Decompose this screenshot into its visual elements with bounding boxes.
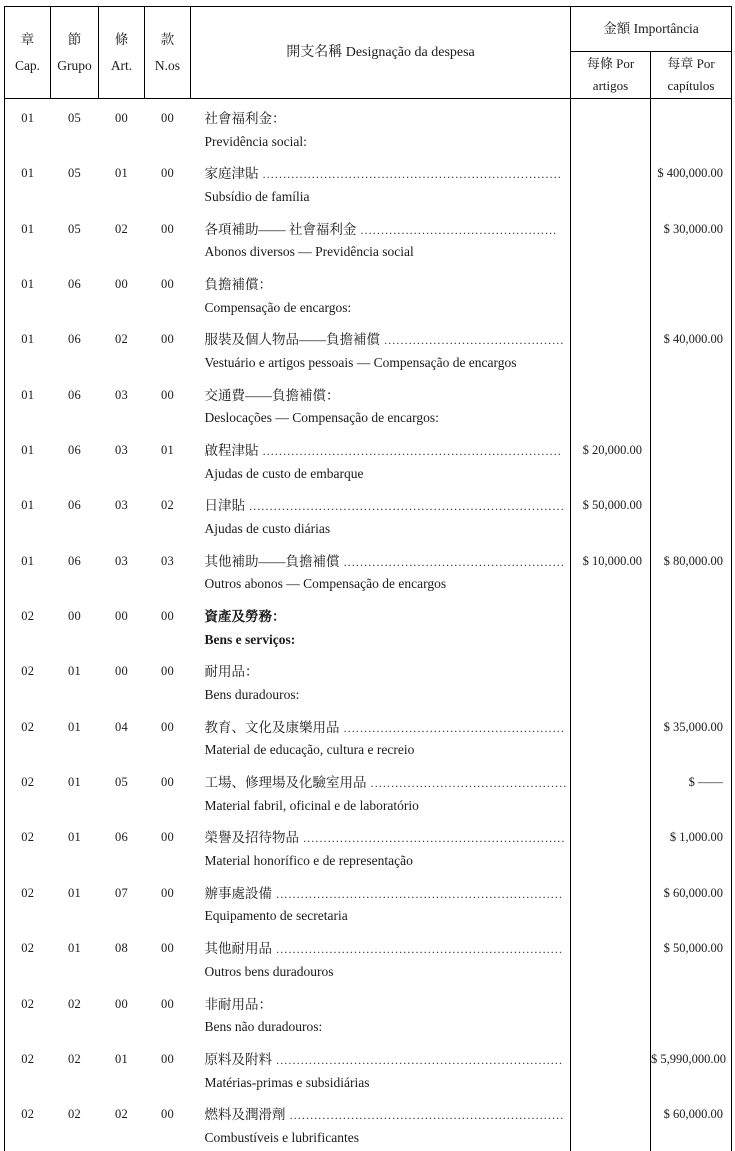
row-designation-pt: Previdência social: — [204, 133, 307, 149]
row-por-capitulos-value: $ 40,000.00 — [663, 332, 724, 347]
row-designation-cn: 負擔補償： — [204, 277, 272, 293]
row-num: 00 — [161, 885, 174, 900]
row-por-artigos — [571, 652, 651, 707]
budget-table — [4, 6, 732, 1151]
table-row — [5, 1095, 732, 1150]
header-por-capitulos — [651, 52, 732, 99]
row-por-capitulos — [651, 708, 732, 763]
row-por-artigos-value: $ 20,000.00 — [582, 443, 642, 458]
dot-leader: ................................................ — [356, 222, 558, 237]
row-designation-pt: Material honorífico e de representação — [204, 853, 413, 869]
row-designation-pt: Deslocações — Compensação de encargos: — [204, 410, 439, 426]
header-num-pt: N.os — [154, 57, 181, 73]
row-por-artigos-value: $ 10,000.00 — [582, 553, 642, 568]
row-designation-pt: Bens não duradouros: — [204, 1019, 323, 1035]
row-por-artigos — [571, 542, 651, 597]
row-por-capitulos — [651, 874, 732, 929]
row-designation — [191, 652, 571, 707]
row-designation — [191, 265, 571, 320]
row-designation-pt: Equipamento de secretaria — [204, 908, 348, 924]
header-grupo-cn: 節 — [67, 31, 82, 47]
row-cap: 01 — [5, 376, 51, 431]
row-designation — [191, 985, 571, 1040]
dot-leader: ...................................................... — [339, 720, 565, 735]
row-por-capitulos — [651, 929, 732, 984]
row-art: 06 — [115, 830, 128, 845]
table-row — [5, 320, 732, 375]
row-designation-cn: 資產及勞務： — [204, 609, 286, 625]
row-grupo: 06 — [68, 332, 81, 347]
row-por-artigos — [571, 874, 651, 929]
row-designation-pt: Ajudas de custo de embarque — [204, 465, 364, 481]
row-grupo: 06 — [68, 387, 81, 402]
row-por-capitulos-value: $ 35,000.00 — [663, 719, 724, 734]
row-por-capitulos-value: $ 60,000.00 — [663, 885, 724, 900]
row-por-capitulos — [651, 99, 732, 155]
row-por-artigos — [571, 210, 651, 265]
row-num: 00 — [161, 332, 174, 347]
row-art: 00 — [115, 277, 128, 292]
row-por-capitulos — [651, 210, 732, 265]
dot-leader: ......................................................................... — [258, 444, 562, 459]
row-por-capitulos — [651, 542, 732, 597]
row-cap: 02 — [5, 708, 51, 763]
header-art-cn: 條 — [114, 31, 129, 47]
row-por-artigos — [571, 929, 651, 984]
row-por-capitulos-value: $ 400,000.00 — [657, 166, 724, 181]
row-designation-cn: 社會福利金： — [204, 111, 286, 126]
row-cap: 01 — [5, 265, 51, 320]
row-designation-cn: 耐用品： — [204, 664, 259, 680]
row-num: 00 — [161, 387, 174, 402]
row-num: 00 — [161, 1051, 174, 1066]
row-por-capitulos — [651, 320, 732, 375]
header-num — [145, 7, 191, 99]
row-art: 05 — [115, 775, 128, 790]
row-designation-cn: 辦事處設備 ...................................................................... — [204, 885, 564, 901]
row-cap: 01 — [5, 320, 51, 375]
row-por-capitulos — [651, 431, 732, 486]
row-num: 00 — [161, 221, 174, 236]
row-por-capitulos-value: $ 60,000.00 — [663, 1107, 724, 1122]
row-por-capitulos-value: $ 5,990,000.00 — [651, 1051, 726, 1066]
row-por-artigos — [571, 265, 651, 320]
row-num: 00 — [161, 111, 174, 125]
row-por-capitulos-value: $ —— — [688, 775, 724, 790]
row-grupo: 06 — [68, 443, 81, 458]
row-cap: 01 — [5, 99, 51, 155]
header-amount-cn: 金額 — [603, 20, 631, 36]
header-designation — [191, 7, 571, 99]
row-designation — [191, 320, 571, 375]
row-por-capitulos-value: $ 50,000.00 — [663, 941, 724, 956]
row-designation — [191, 597, 571, 652]
row-art: 03 — [115, 498, 128, 513]
row-grupo: 02 — [68, 1107, 81, 1122]
table-row — [5, 431, 732, 486]
dot-leader: ................................................ — [366, 776, 568, 791]
row-cap: 02 — [5, 597, 51, 652]
row-por-artigos — [571, 818, 651, 873]
header-por-artigos-cn: 每條 — [586, 55, 613, 71]
header-cap-pt: Cap. — [14, 57, 41, 73]
row-cap: 02 — [5, 985, 51, 1040]
row-por-capitulos — [651, 818, 732, 873]
row-designation-pt: Vestuário e artigos pessoais — Compensação de encargos — [204, 355, 517, 371]
row-art: 00 — [115, 664, 128, 679]
row-grupo: 01 — [68, 664, 81, 679]
table-row — [5, 210, 732, 265]
row-por-capitulos — [651, 1040, 732, 1095]
row-por-artigos — [571, 154, 651, 209]
header-num-cn: 款 — [160, 31, 175, 47]
row-grupo: 00 — [68, 609, 81, 624]
row-designation — [191, 1095, 571, 1150]
row-designation — [191, 818, 571, 873]
dot-leader: ...................................................................... — [272, 1052, 564, 1067]
table-row — [5, 1040, 732, 1095]
row-por-capitulos — [651, 985, 732, 1040]
row-num: 01 — [161, 443, 174, 458]
row-art: 00 — [115, 996, 128, 1011]
row-designation-cn: 其他耐用品 ...................................................................... — [204, 941, 564, 957]
header-por-capitulos-pt: Por capítulos — [667, 55, 715, 93]
table-row — [5, 985, 732, 1040]
row-por-capitulos — [651, 597, 732, 652]
row-designation-pt: Combustíveis e lubrificantes — [204, 1129, 359, 1145]
row-por-artigos — [571, 486, 651, 541]
table-body — [5, 99, 732, 1151]
header-por-capitulos-cn: 每章 — [667, 55, 694, 71]
row-art: 02 — [115, 332, 128, 347]
row-designation — [191, 929, 571, 984]
header-grupo-pt: Grupo — [57, 57, 92, 73]
row-num: 00 — [161, 719, 174, 734]
row-art: 08 — [115, 941, 128, 956]
table-row — [5, 929, 732, 984]
row-designation — [191, 874, 571, 929]
row-grupo: 05 — [68, 221, 81, 236]
dot-leader: ...................................................................... — [272, 886, 564, 901]
dot-leader: ......................................................................... — [258, 167, 562, 182]
row-grupo: 01 — [68, 885, 81, 900]
row-designation-cn: 教育、文化及康樂用品 ...................................................... — [204, 719, 565, 735]
row-designation-cn: 啟程津貼 ......................................................................... — [204, 443, 562, 459]
row-num: 00 — [161, 941, 174, 956]
row-designation-cn: 榮譽及招待物品 ................................................................ — [204, 830, 566, 846]
row-grupo: 06 — [68, 553, 81, 568]
row-art: 03 — [115, 553, 128, 568]
row-por-artigos — [571, 431, 651, 486]
row-designation-pt: Material de educação, cultura e recreio — [204, 742, 415, 758]
row-por-artigos — [571, 1095, 651, 1150]
row-por-artigos — [571, 99, 651, 155]
dot-leader: ............................................................................. — [245, 499, 565, 514]
row-grupo: 05 — [68, 111, 81, 125]
row-designation — [191, 763, 571, 818]
row-grupo: 01 — [68, 830, 81, 845]
row-num: 00 — [161, 996, 174, 1011]
header-cap — [5, 7, 51, 99]
table-row — [5, 154, 732, 209]
row-designation-pt: Ajudas de custo diárias — [204, 521, 331, 537]
row-grupo: 01 — [68, 941, 81, 956]
row-grupo: 01 — [68, 719, 81, 734]
row-designation-pt: Bens duradouros: — [204, 687, 300, 703]
row-cap: 02 — [5, 1095, 51, 1150]
row-grupo: 06 — [68, 498, 81, 513]
row-por-artigos — [571, 376, 651, 431]
table-row — [5, 652, 732, 707]
row-por-capitulos — [651, 652, 732, 707]
row-num: 00 — [161, 830, 174, 845]
row-por-capitulos-value: $ 80,000.00 — [663, 553, 724, 568]
header-por-artigos — [571, 52, 651, 99]
table-row — [5, 99, 732, 155]
row-cap: 02 — [5, 818, 51, 873]
row-cap: 01 — [5, 154, 51, 209]
row-num: 00 — [161, 277, 174, 292]
row-por-artigos — [571, 597, 651, 652]
row-num: 00 — [161, 166, 174, 181]
table-row — [5, 486, 732, 541]
row-num: 00 — [161, 775, 174, 790]
row-art: 03 — [115, 387, 128, 402]
row-grupo: 06 — [68, 277, 81, 292]
row-art: 07 — [115, 885, 128, 900]
row-art: 01 — [115, 1051, 128, 1066]
row-grupo: 05 — [68, 166, 81, 181]
row-art: 00 — [115, 111, 128, 125]
row-designation-cn: 工場、修理場及化驗室用品 ................................................ — [204, 775, 568, 791]
row-por-artigos — [571, 763, 651, 818]
row-por-artigos — [571, 985, 651, 1040]
header-art-pt: Art. — [110, 57, 133, 73]
row-designation — [191, 154, 571, 209]
row-cap: 01 — [5, 210, 51, 265]
row-art: 02 — [115, 1107, 128, 1122]
row-art: 03 — [115, 443, 128, 458]
row-art: 00 — [115, 609, 128, 624]
row-designation-cn: 燃料及潤滑劑 ................................................................... — [204, 1107, 565, 1123]
row-designation-pt: Abonos diversos — Previdência social — [204, 244, 414, 260]
row-num: 00 — [161, 609, 174, 624]
row-designation-cn: 各項補助—— 社會福利金 ................................................ — [204, 221, 558, 237]
row-num: 03 — [161, 553, 174, 568]
row-designation — [191, 542, 571, 597]
row-por-capitulos — [651, 763, 732, 818]
row-designation-cn: 日津貼 ............................................................................. — [204, 498, 565, 514]
row-designation-pt: Compensação de encargos: — [204, 299, 352, 315]
row-cap: 02 — [5, 874, 51, 929]
row-grupo: 02 — [68, 1051, 81, 1066]
row-designation-pt: Matérias-primas e subsidiárias — [204, 1074, 370, 1090]
dot-leader: ................................................................... — [285, 1108, 565, 1123]
dot-leader: ............................................ — [380, 333, 565, 348]
table-header — [5, 7, 732, 99]
row-designation-cn: 其他補助——負擔補償 ...................................................... — [204, 553, 565, 569]
row-por-artigos — [571, 708, 651, 763]
row-designation — [191, 376, 571, 431]
row-grupo: 01 — [68, 775, 81, 790]
row-cap: 02 — [5, 1040, 51, 1095]
header-art — [99, 7, 145, 99]
row-cap: 01 — [5, 542, 51, 597]
table-row — [5, 542, 732, 597]
row-designation-cn: 交通費——負擔補償： — [204, 387, 340, 403]
row-cap: 02 — [5, 763, 51, 818]
row-num: 00 — [161, 664, 174, 679]
row-num: 00 — [161, 1107, 174, 1122]
row-art: 02 — [115, 221, 128, 236]
row-designation-pt: Outros bens duradouros — [204, 963, 334, 979]
header-cap-cn: 章 — [20, 31, 35, 47]
row-designation-pt: Outros abonos — Compensação de encargos — [204, 576, 447, 592]
table-row — [5, 818, 732, 873]
row-grupo: 02 — [68, 996, 81, 1011]
row-art: 01 — [115, 166, 128, 181]
row-por-capitulos — [651, 376, 732, 431]
row-designation-cn: 非耐用品： — [204, 996, 272, 1012]
header-amount — [571, 7, 732, 52]
row-designation-pt: Material fabril, oficinal e de laboratório — [204, 797, 419, 813]
row-por-capitulos — [651, 1095, 732, 1150]
row-designation — [191, 486, 571, 541]
row-designation-cn: 家庭津貼 ......................................................................... — [204, 166, 562, 182]
row-cap: 01 — [5, 431, 51, 486]
row-num: 02 — [161, 498, 174, 513]
header-grupo — [51, 7, 99, 99]
table-row — [5, 874, 732, 929]
table-row — [5, 708, 732, 763]
dot-leader: ...................................................... — [339, 554, 565, 569]
row-art: 04 — [115, 719, 128, 734]
header-por-artigos-pt: Por artigos — [592, 55, 635, 93]
row-por-capitulos-value: $ 30,000.00 — [663, 221, 724, 236]
table-row — [5, 265, 732, 320]
table-row — [5, 376, 732, 431]
row-designation-pt: Bens e serviços: — [204, 631, 296, 647]
table-row — [5, 763, 732, 818]
row-designation — [191, 99, 571, 155]
row-designation-pt: Subsídio de família — [204, 189, 310, 205]
row-por-artigos-value: $ 50,000.00 — [582, 498, 642, 513]
row-por-capitulos — [651, 154, 732, 209]
row-designation — [191, 210, 571, 265]
header-designation-cn: 開支名稱 — [286, 44, 343, 60]
row-designation — [191, 1040, 571, 1095]
dot-leader: ...................................................................... — [272, 942, 564, 957]
header-designation-pt: Designação da despesa — [345, 44, 475, 60]
row-por-artigos — [571, 1040, 651, 1095]
row-cap: 02 — [5, 652, 51, 707]
row-por-capitulos-value: $ 1,000.00 — [669, 830, 724, 845]
row-cap: 01 — [5, 486, 51, 541]
row-por-capitulos — [651, 486, 732, 541]
row-designation — [191, 431, 571, 486]
header-amount-pt: Importância — [633, 20, 699, 36]
row-designation-cn: 服裝及個人物品——負擔補償 ............................................ — [204, 332, 565, 348]
row-designation — [191, 708, 571, 763]
row-designation-cn: 原料及附料 ...................................................................... — [204, 1051, 564, 1067]
dot-leader: ................................................................ — [299, 831, 566, 846]
table-row — [5, 597, 732, 652]
row-por-artigos — [571, 320, 651, 375]
row-por-capitulos — [651, 265, 732, 320]
row-cap: 02 — [5, 929, 51, 984]
